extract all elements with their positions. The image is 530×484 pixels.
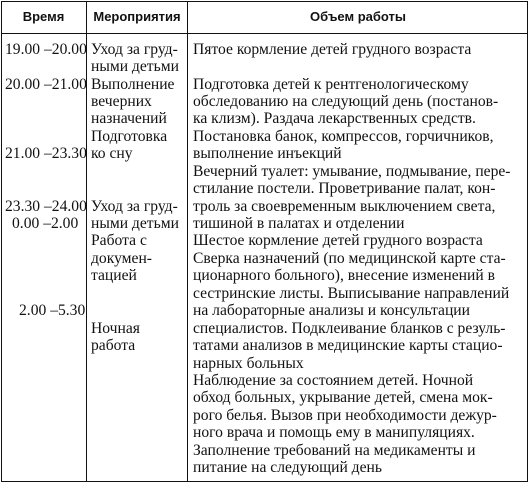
event-line: Уход за груд- (91, 41, 178, 58)
work-line: Заполнение требований на медикаменты и (193, 442, 476, 459)
work-line: нарных больных (193, 355, 304, 372)
column-divider-1 (86, 1, 87, 482)
work-line: татами анализов в медицинские карты стацио- (193, 337, 503, 354)
event-line: вечерних (91, 93, 152, 110)
header-work: Объем работы (309, 9, 407, 24)
work-line: Подготовка детей к рентгенологическому (193, 76, 469, 93)
header-events: Мероприятия (93, 9, 181, 24)
event-line: ными детьми (91, 215, 179, 232)
event-line: ными детьми (91, 58, 179, 75)
time-cell: 2.00 –5.30 (19, 302, 86, 319)
event-line: докумен- (91, 250, 153, 267)
time-cell: 0.00 –2.00 (12, 215, 79, 232)
work-line: Наблюдение за состоянием детей. Ночной (193, 372, 474, 389)
work-line: троль за своевременным выключением света, (193, 198, 496, 215)
event-line: Работа с (91, 232, 147, 249)
header-separator (1, 33, 528, 34)
work-line: Сверка назначений (по медицинской карте ста- (193, 250, 506, 267)
event-line: Выполнение (91, 76, 175, 93)
work-line: обследованию на следующий день (постанов- (193, 93, 499, 110)
work-line: ционарного больного), внесение изменений в (193, 267, 495, 284)
work-line: Постановка банок, компрессов, горчичников, (193, 128, 494, 145)
time-cell: 21.00 –23.30 (5, 145, 87, 162)
event-line: назначений (91, 110, 167, 127)
work-line: ка клизм). Раздача лекарственных средств. (193, 110, 476, 127)
work-line: рого белья. Вызов при необходимости дежур- (193, 407, 497, 424)
work-line: тишиной в палатах и отделении (193, 215, 405, 232)
event-line: Подготовка (91, 128, 168, 145)
work-line: специалистов. Подклеивание бланков с резуль- (193, 320, 506, 337)
event-line: ко сну (91, 145, 133, 162)
work-line: на лабораторные анализы и консультации (193, 302, 471, 319)
event-line: тацией (91, 267, 137, 284)
work-line: Вечерний туалет: умывание, подмывание, пере- (193, 163, 511, 180)
event-line: работа (91, 337, 136, 354)
work-line: выполнение инъекций (193, 145, 342, 162)
work-line: питание на следующий день (193, 459, 382, 476)
event-line: Ночная (91, 320, 140, 337)
header-time: Время (22, 9, 65, 24)
work-line: обход больных, укрывание детей, смена мок- (193, 389, 493, 406)
time-cell: 23.30 –24.00 (5, 198, 87, 215)
work-line: сестринские листы. Выписывание направлений (193, 285, 510, 302)
work-line: ного врача и помощь ему в манипуляциях. (193, 424, 475, 441)
time-cell: 19.00 –20.00 (5, 41, 87, 58)
work-line: Пятое кормление детей грудного возраста (193, 41, 472, 58)
column-divider-2 (187, 1, 188, 482)
time-cell: 20.00 –21.00 (5, 76, 87, 93)
event-line: Уход за груд- (91, 198, 178, 215)
work-line: стилание постели. Проветривание палат, кон- (193, 180, 496, 197)
work-line: Шестое кормление детей грудного возраста (193, 232, 483, 249)
